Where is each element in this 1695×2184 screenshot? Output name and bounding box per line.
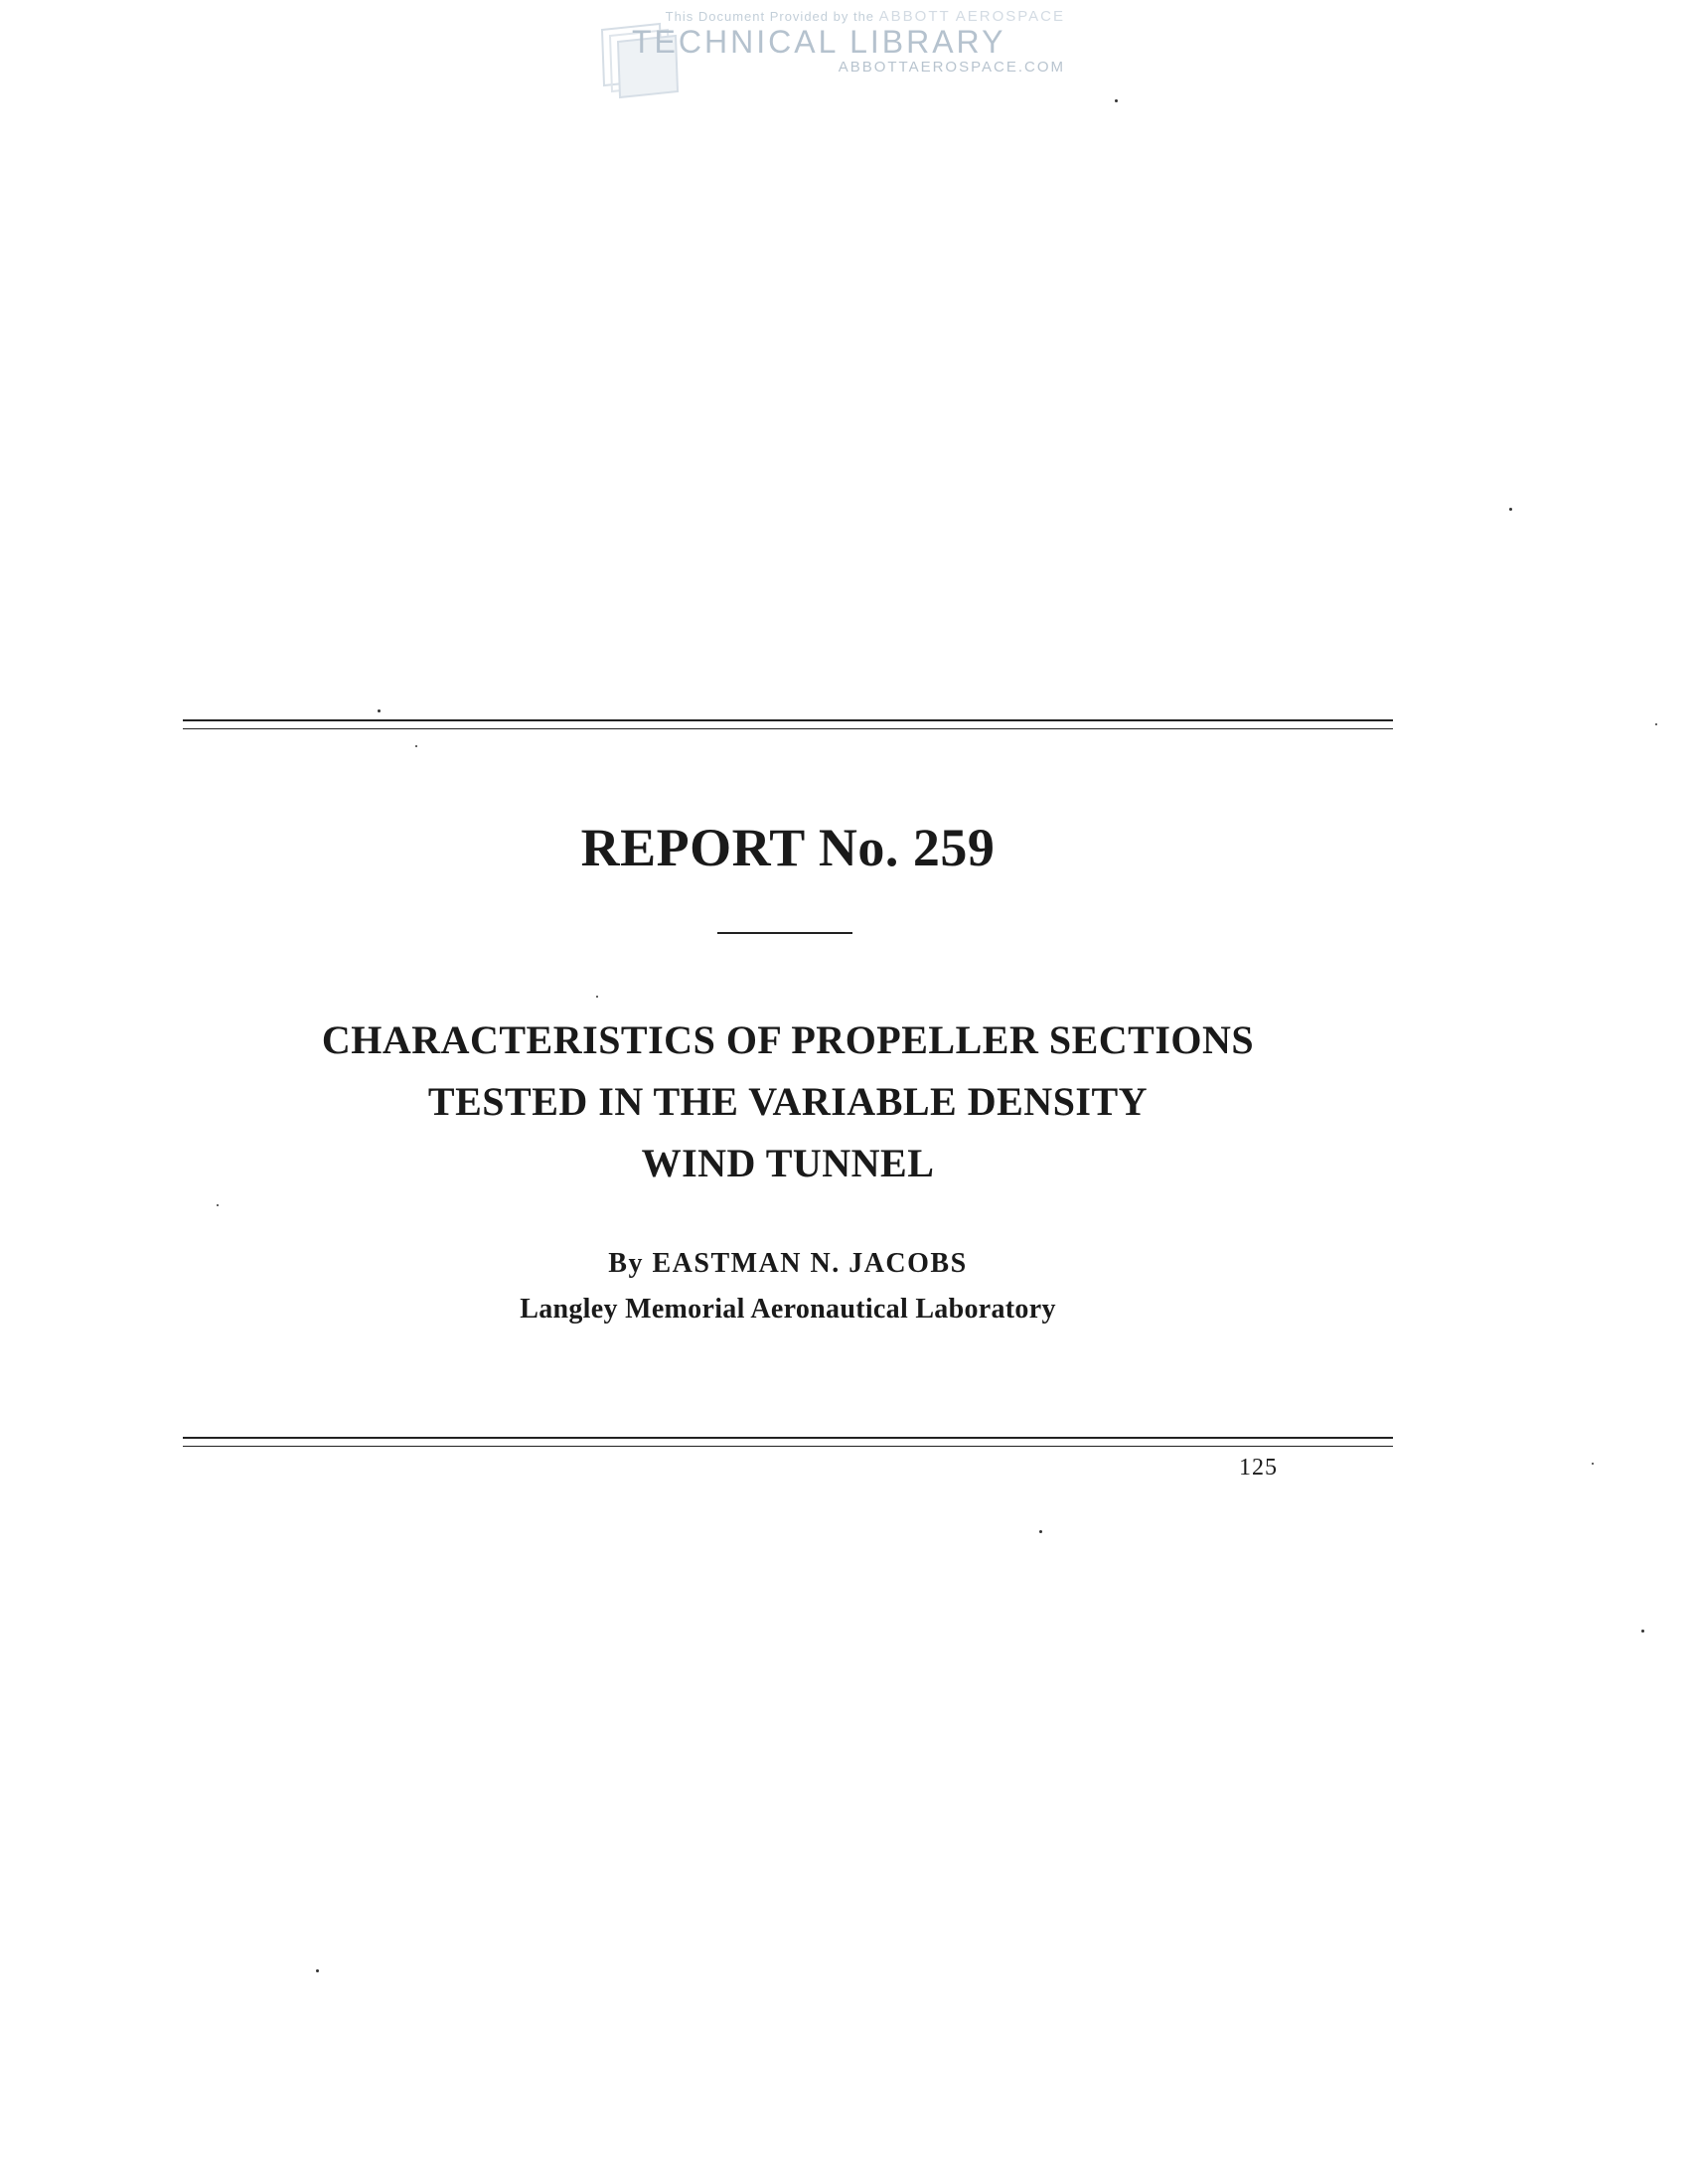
scan-speck xyxy=(415,745,417,747)
bottom-rule-upper xyxy=(183,1437,1393,1439)
scan-speck xyxy=(378,709,381,712)
scan-speck xyxy=(316,1969,319,1972)
scan-speck xyxy=(1592,1463,1594,1465)
scan-speck xyxy=(1641,1630,1644,1633)
scan-speck xyxy=(596,996,598,998)
watermark-provider-name: ABBOTT AEROSPACE xyxy=(878,8,1065,25)
scan-speck xyxy=(217,1204,219,1206)
title-separator xyxy=(717,932,852,934)
scan-speck xyxy=(1039,1530,1042,1533)
top-rule-upper xyxy=(183,719,1393,721)
report-number: REPORT No. 259 xyxy=(580,818,996,877)
scan-speck xyxy=(1115,99,1118,102)
top-rule-lower xyxy=(183,728,1393,729)
author-byline: By EASTMAN N. JACOBS xyxy=(608,1248,968,1279)
scan-speck xyxy=(1655,723,1657,725)
bottom-rule-lower xyxy=(183,1446,1393,1447)
watermark-library-title: TECHNICAL LIBRARY xyxy=(632,24,1006,60)
watermark xyxy=(596,6,1073,105)
watermark-provider-line xyxy=(596,8,1065,25)
watermark-provider-prefix: This Document Provided by the xyxy=(665,9,875,24)
watermark-website: ABBOTTAEROSPACE.COM xyxy=(838,59,1065,76)
page-number: 125 xyxy=(1239,1455,1278,1481)
author-affiliation: Langley Memorial Aeronautical Laboratory xyxy=(520,1294,1056,1325)
report-title xyxy=(183,1010,1393,1194)
report-title-line: WIND TUNNEL xyxy=(641,1141,935,1185)
report-title-line: CHARACTERISTICS OF PROPELLER SECTIONS xyxy=(321,1017,1255,1062)
scan-speck xyxy=(1509,508,1512,511)
report-title-line: TESTED IN THE VARIABLE DENSITY xyxy=(427,1079,1149,1124)
